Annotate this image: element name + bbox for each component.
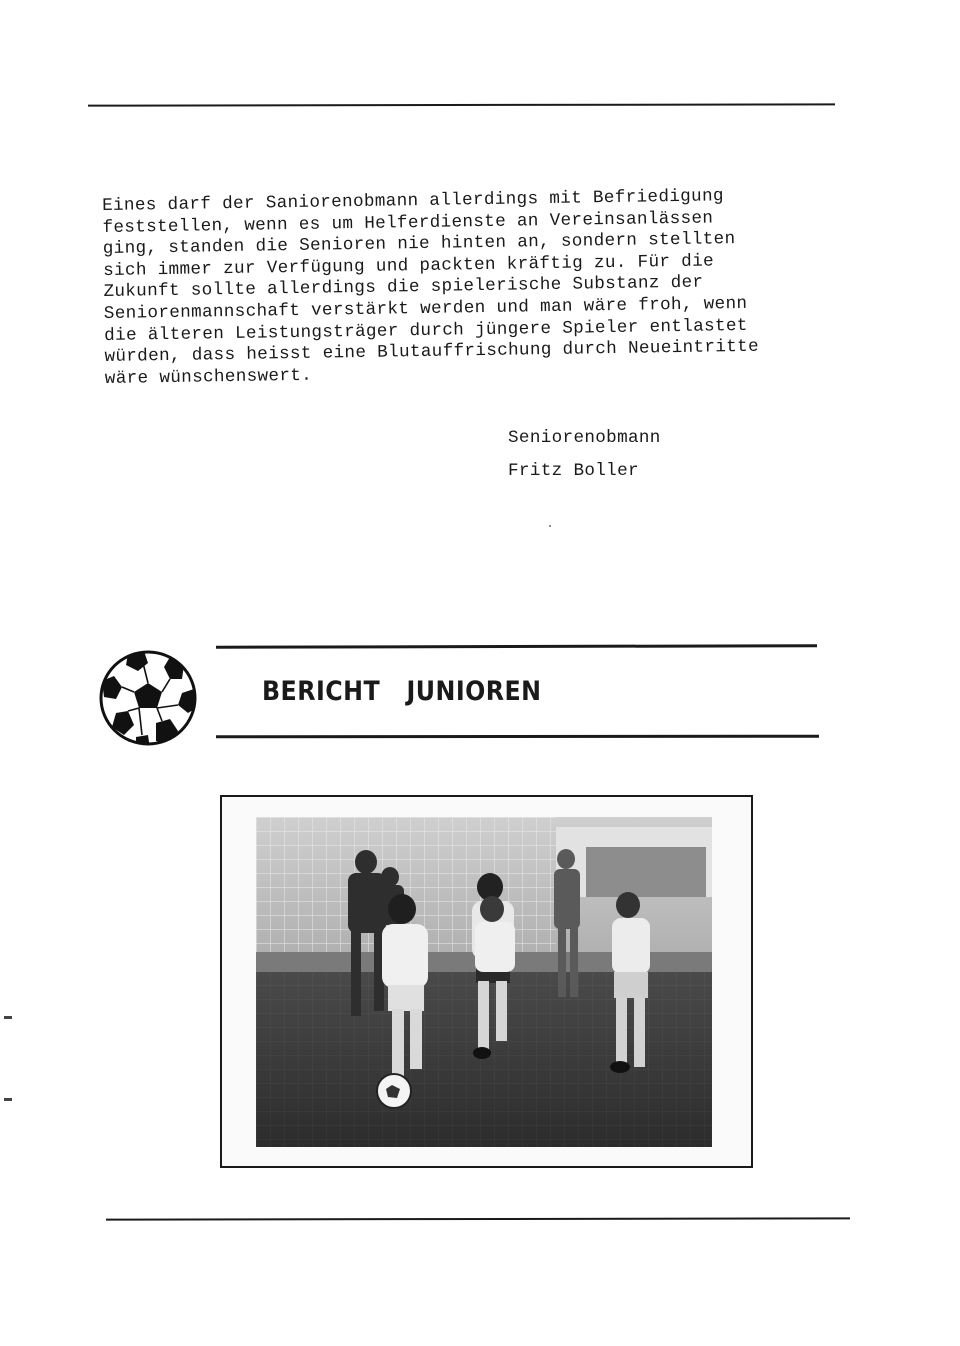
paragraph-line: würden, dass heisst eine Blutauffrischung durch Neueintritte	[104, 336, 760, 368]
binding-mark	[4, 1016, 12, 1019]
paragraph-line: Zukunft sollte allerdings die spielerische Substanz der	[103, 272, 704, 303]
paragraph-line: Seniorenmannschaft verstärkt werden und man wäre froh, wenn	[103, 293, 748, 324]
signature-role: Seniorenobmann	[508, 428, 661, 448]
paragraph-line: feststellen, wenn es um Helferdienste an Vereinsanlässen	[102, 207, 714, 238]
paragraph-line: wäre wünschenswert.	[104, 365, 313, 389]
paragraph-line: Eines darf der Saniorenobmann allerdings mit Befriedigung	[102, 186, 725, 216]
paragraph-line: ging, standen die Senioren nie hinten an, sondern stellten	[102, 229, 736, 260]
paragraph-line: sich immer zur Verfügung und packten kräftig zu. Für die	[103, 251, 715, 281]
section-heading	[262, 676, 541, 707]
bottom-divider	[106, 1217, 850, 1220]
heading-word-junioren: JUNIOREN	[406, 676, 542, 707]
section-bottom-rule	[216, 735, 819, 739]
heading-word-bericht: BERICHT	[262, 676, 381, 707]
soccer-ball-icon	[98, 649, 198, 747]
scan-speck	[549, 525, 551, 527]
signature-name: Fritz Boller	[508, 461, 639, 481]
top-divider	[88, 103, 835, 106]
youth-football-photo	[256, 817, 712, 1147]
binding-mark	[4, 1098, 12, 1101]
paragraph-line: die älteren Leistungsträger durch jüngere Spieler entlastet	[104, 315, 748, 346]
senior-report-paragraph	[102, 184, 845, 390]
section-top-rule	[216, 644, 817, 649]
